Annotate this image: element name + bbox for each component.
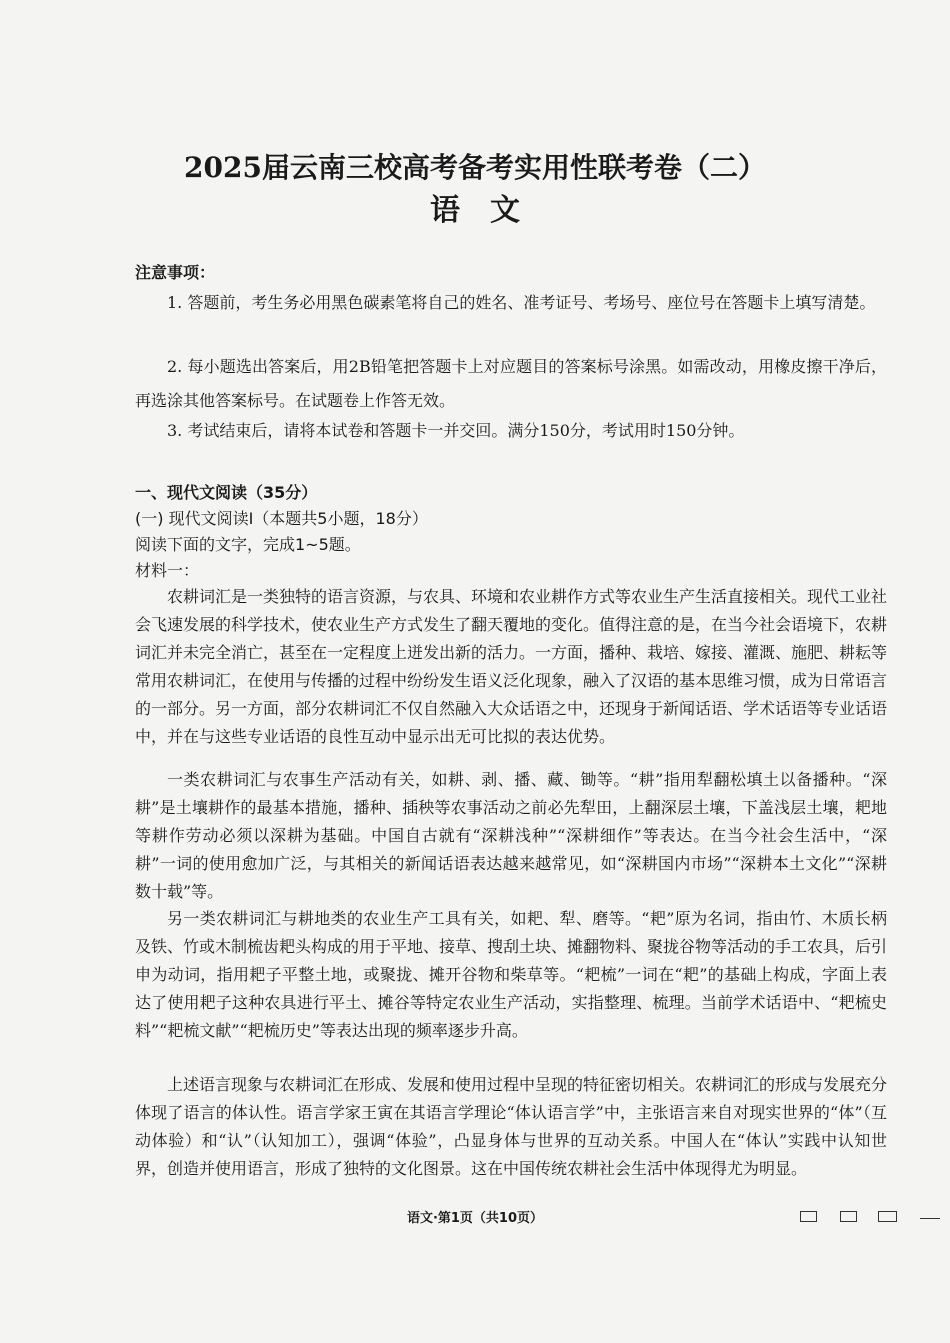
- passage-paragraph-2: 一类农耕词汇与农事生产活动有关，如耕、剥、播、藏、锄等。“耕”指用犁翻松填土以备播种。“深耕”是土壤耕作的最基本措施，播种、插秧等农事活动之前必先犁田，上翻深层土壤，下盖浅层土壤，耙地等耕作劳动必须以深耕为基础。中国自古就有“深耕浅种”“深耕细作”等表达。在当今社会生活中，“深耕”一词的使用愈加广泛，与其相关的新闻话语表达越来越常见，如“深耕国内市场”“深耕本土文化”“深耕数十载”等。: [135, 770, 887, 901]
- passage-paragraph-4: 上述语言现象与农耕词汇在形成、发展和使用过程中呈现的特征密切相关。农耕词汇的形成与发展充分体现了语言的体认性。语言学家王寅在其语言学理论“体认语言学”中，主张语言来自对现实世界的“体”（互动体验）和“认”（认知加工），强调“体验”，凸显身体与世界的互动关系。中国人在“体认”实践中认知世界，创造并使用语言，形成了独特的文化图景。这在中国传统农耕社会生活中体现得尤为明显。: [135, 1075, 888, 1178]
- page-footer: 语文·第1页（共10页）: [406, 1211, 544, 1226]
- binding-mark-icon: [800, 1211, 817, 1222]
- passage-paragraph-1: 农耕词汇是一类独特的语言资源，与农具、环境和农业耕作方式等农业生产生活直接相关。现代工业社会飞速发展的科学技术，使农业生产方式发生了翻天覆地的变化。值得注意的是，在当今社会语境下，农耕词汇并未完全消亡，甚至在一定程度上迸发出新的活力。一方面，播种、栽培、嫁接、灌溉、施肥、耕耘等常用农耕词汇，在使用与传播的过程中纷纷发生语义泛化现象，融入了汉语的基本思维习惯，成为日常语言的一部分。另一方面，部分农耕词汇不仅自然融入大众话语之中，还现身于新闻话语、学术话语等专业话语中，并在与这些专业话语的良性互动中显示出无可比拟的表达优势。: [135, 587, 888, 746]
- notice-item-3: 3. 考试结束后，请将本试卷和答题卡一并交回。满分150分，考试用时150分钟。: [167, 421, 745, 440]
- notice-item-1: 1. 答题前，考生务必用黑色碳素笔将自己的姓名、准考证号、考场号、座位号在答题卡上填写清楚。: [167, 293, 876, 312]
- notice-heading: 注意事项：: [135, 263, 216, 282]
- notice-item-2: 2. 每小题选出答案后，用2B铅笔把答题卡上对应题目的答案标号涂黑。如需改动，用橡皮擦干净后，再选涂其他答案标号。在试题卷上作答无效。: [135, 357, 887, 410]
- section-heading: 一、现代文阅读（35分）: [135, 483, 318, 502]
- binding-marks: [800, 1211, 950, 1225]
- passage-paragraph-3: 另一类农耕词汇与耕地类的农业生产工具有关，如耙、犁、磨等。“耙”原为名词，指由竹、木质长柄及铁、竹或木制梳齿耙头构成的用于平地、接草、搜刮土块、摊翻物料、聚拢谷物等活动的手工农具，后引申为动词，指用耙子平整土地，或聚拢、摊开谷物和柴草等。“耙梳”一词在“耙”的基础上构成，字面上表达了使用耙子这种农具进行平土、摊谷等特定农业生产活动，实指整理、梳理。当前学术话语中、“耙梳史料”“耙梳文献”“耙梳历史”等表达出现的频率逐步升高。: [135, 909, 888, 1040]
- binding-mark-icon: [840, 1211, 857, 1222]
- section-subheading: (一) 现代文阅读Ⅰ（本题共5小题，18分）: [135, 509, 428, 528]
- binding-mark-icon: [920, 1218, 940, 1228]
- subject-title: 语文: [430, 193, 550, 228]
- exam-title: 2025届云南三校高考备考实用性联考卷（二）: [184, 151, 766, 184]
- reading-instruction: 阅读下面的文字，完成1~5题。: [135, 535, 361, 554]
- material-label: 材料一：: [135, 561, 200, 580]
- binding-mark-icon: [878, 1211, 897, 1222]
